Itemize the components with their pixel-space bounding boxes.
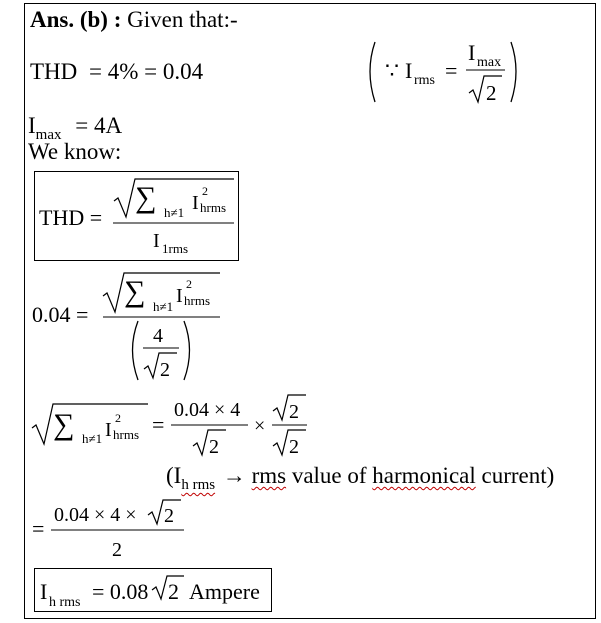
svg-text:4: 4 [153,325,163,347]
svg-text:2: 2 [186,277,192,291]
svg-text:I: I [176,285,183,307]
svg-text:I: I [468,40,476,65]
imax-given: $I_{max} = 4A$ [28,113,123,143]
svg-text:∑: ∑ [53,408,75,441]
svg-text:2: 2 [164,505,174,527]
svg-text:I: I [105,419,112,441]
svg-text:=: = [32,516,45,541]
svg-text:hrms: hrms [184,293,210,308]
thd-given [30,60,203,83]
svg-text:2: 2 [289,401,299,423]
result [34,568,272,612]
svg-text:I: I [153,230,160,252]
svg-text:= 0.08: = 0.08 [92,579,149,604]
svg-text:Ampere: Ampere [189,579,260,604]
svg-text:I: I [40,579,48,604]
we-know: We know: [28,139,122,164]
svg-text:h≠1: h≠1 [82,431,103,446]
svg-text:2: 2 [486,81,497,105]
svg-text:h≠1: h≠1 [153,299,174,314]
svg-text:2: 2 [115,411,121,425]
svg-text:×: × [254,415,266,437]
svg-text:0.04 × 4 ×: 0.04 × 4 × [54,504,137,526]
svg-text:2: 2 [209,436,219,458]
answer-label: Ans. (b) : [30,7,122,32]
because-symbol: ∵ [385,58,399,83]
svg-text:max: max [477,55,502,70]
svg-text:0.04 =: 0.04 = [32,302,89,327]
svg-text:2: 2 [168,579,179,604]
svg-text:hrms: hrms [200,200,226,215]
answer-header [30,8,238,31]
svg-text:h≠1: h≠1 [164,205,185,220]
svg-text:=: = [152,412,165,437]
svg-text:THD =: THD = [39,205,103,230]
step-two [30,268,230,386]
svg-text:1rms: 1rms [162,241,188,256]
svg-text:rms: rms [414,73,435,88]
svg-text:2: 2 [289,436,299,458]
rms-relation [365,38,530,108]
arrow-icon: → [222,463,246,488]
thd-formula [34,171,239,261]
thd-symbol: THD [30,59,78,84]
svg-text:∑: ∑ [135,181,157,214]
svg-text:I: I [405,58,413,83]
harmonic-note: ($I_{h rms}$ → rms value of harmonical current) [166,463,555,493]
svg-text:I: I [192,192,199,214]
svg-text:hrms: hrms [113,427,139,442]
thd-value: = 4% = 0.04 [89,59,204,84]
svg-text:2: 2 [112,539,122,561]
step-three [30,392,320,462]
step-four [30,496,200,562]
svg-text:2: 2 [160,359,170,381]
given-text: Given that:- [127,7,238,32]
svg-text:2: 2 [202,184,208,198]
svg-text:∑: ∑ [124,275,146,308]
svg-text:0.04 × 4: 0.04 × 4 [174,399,241,421]
svg-text:=: = [445,58,458,83]
svg-text:h rms: h rms [49,595,81,610]
